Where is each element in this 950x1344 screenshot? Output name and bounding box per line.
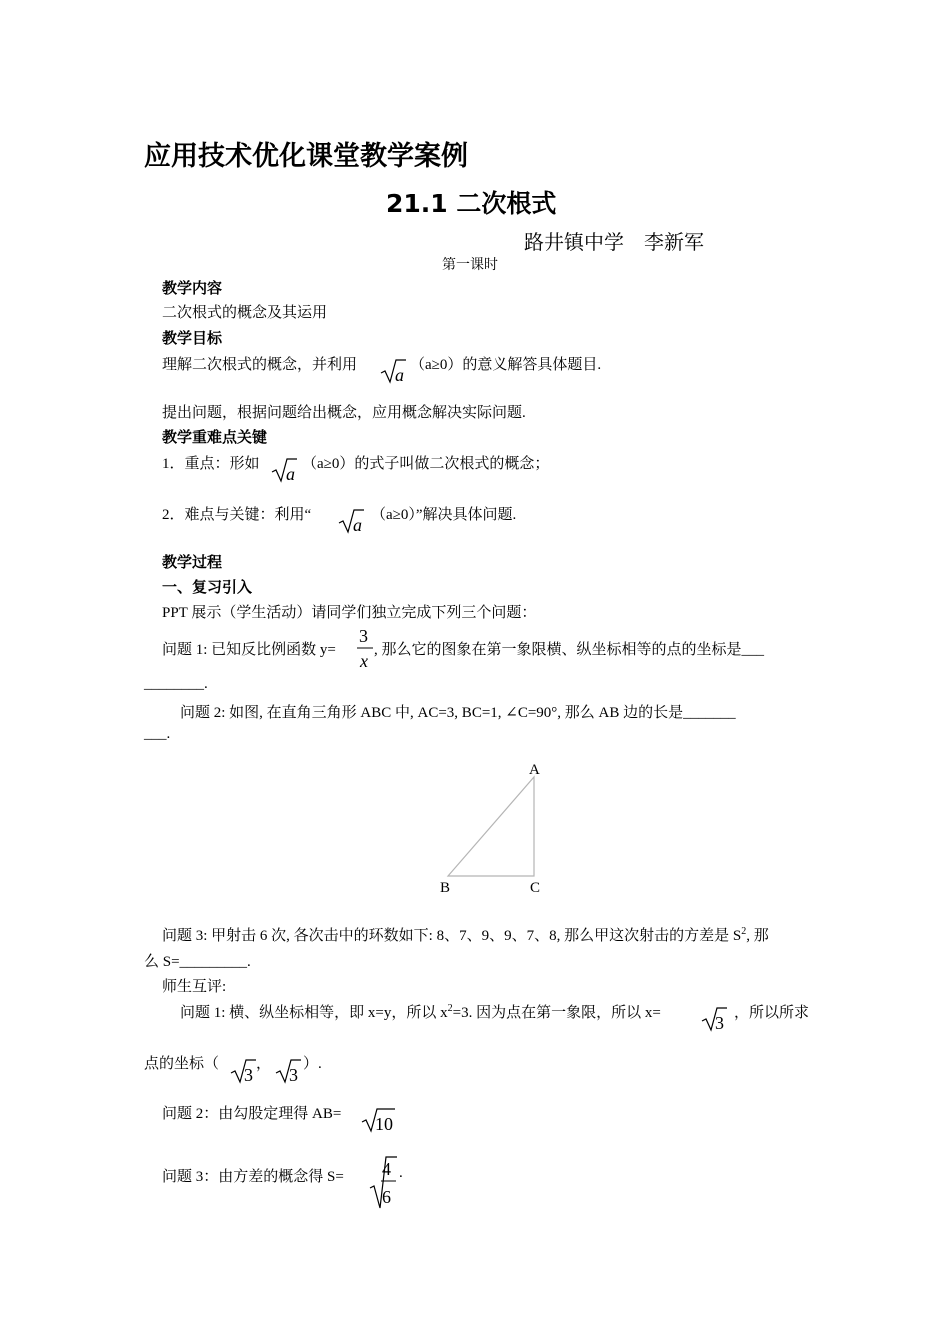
sqrt-radicand: 3 — [715, 1013, 724, 1033]
fraction-numerator: 4 — [382, 1159, 391, 1179]
sqrt-4-over-6-symbol — [368, 1154, 398, 1210]
sqrt-3-symbol — [700, 1005, 728, 1033]
sqrt-radicand: a — [286, 464, 295, 484]
objective-line1-post: （a≥0）的意义解答具体题目. — [410, 357, 602, 373]
answer1-text: 问题 1: 横、纵坐标相等，即 x=y，所以 $x^2=3$. 因为点在第一象限，所以 x= — [180, 1003, 661, 1021]
sqrt-radicand: a — [353, 515, 362, 535]
vertex-label-c: C — [530, 880, 541, 896]
question3-text: 问题 3: 甲射击 6 次, 各次击中的环数如下: 8、7、9、9、7、8, 那么甲这次射击的方差是 $S^2$, 那 — [162, 926, 769, 944]
lesson-period: 第一课时 — [442, 258, 498, 273]
right-triangle-figure — [430, 755, 560, 900]
objective-line2: 提出问题，根据问题给出概念，应用概念解决实际问题. — [162, 405, 526, 421]
answer3-text: 问题 3：由方差的概念得 S= — [162, 1169, 344, 1185]
keypoint2-post: （a≥0）”解决具体问题. — [371, 507, 517, 523]
question1-post: , 那么它的图象在第一象限横、纵坐标相等的点的坐标是___ — [374, 642, 765, 658]
sqrt-radicand: a — [395, 365, 404, 385]
sqrt-radicand: 3 — [244, 1065, 253, 1085]
answer1-coord-pre: 点的坐标（ — [144, 1056, 220, 1072]
answer1-comma: ， — [256, 1056, 272, 1072]
sqrt-3-symbol — [229, 1057, 257, 1085]
sqrt-3-symbol — [274, 1057, 302, 1085]
vertex-label-b: B — [440, 880, 451, 896]
keypoints-heading: 教学重难点关键 — [162, 428, 268, 446]
lesson-subtitle: 21.1 二次根式 — [386, 189, 557, 218]
keypoint1-post: （a≥0）的式子叫做二次根式的概念； — [302, 456, 550, 472]
ppt-instruction: PPT 展示（学生活动）请同学们独立完成下列三个问题： — [162, 605, 537, 621]
sqrt-10-symbol — [360, 1106, 396, 1134]
keypoint2-pre: 2．难点与关键：利用“ — [162, 507, 312, 523]
author-line: 路井镇中学 李新军 — [524, 230, 704, 254]
question2-text: 问题 2: 如图, 在直角三角形 ABC 中, AC=3, BC=1, ∠C=90°, 那么 AB 边的长是_______ — [180, 705, 736, 721]
question3-continuation: 么 S=_________. — [144, 954, 251, 970]
fraction-numerator: 3 — [359, 626, 368, 646]
fraction-denominator: x — [360, 651, 368, 671]
question2-continuation: ___. — [144, 726, 171, 742]
content-text: 二次根式的概念及其运用 — [162, 305, 328, 321]
objective-line1-pre: 理解二次根式的概念，并利用 — [162, 357, 358, 373]
keypoint1-pre: 1．重点：形如 — [162, 456, 260, 472]
content-heading: 教学内容 — [162, 279, 223, 297]
review-section-heading: 一、复习引入 — [162, 578, 253, 596]
page-title: 应用技术优化课堂教学案例 — [144, 141, 468, 172]
question1-pre: 问题 1: 已知反比例函数 y= — [162, 642, 336, 658]
answer1-post: ，所以所求 — [734, 1005, 810, 1021]
sqrt-a-symbol — [379, 357, 407, 385]
vertex-label-a: A — [529, 762, 540, 778]
question1-continuation: ________. — [144, 676, 208, 692]
triangle-shape — [448, 777, 534, 876]
sqrt-radicand: 10 — [375, 1114, 393, 1134]
sqrt-a-symbol — [270, 456, 298, 484]
answer1-close: ）. — [303, 1056, 322, 1072]
objectives-heading: 教学目标 — [162, 329, 223, 347]
sqrt-radicand: 3 — [289, 1065, 298, 1085]
answer3-post: . — [399, 1165, 403, 1181]
process-heading: 教学过程 — [162, 553, 223, 571]
fraction-denominator: 6 — [382, 1187, 391, 1207]
review-label: 师生互评: — [162, 979, 227, 995]
sqrt-a-symbol — [337, 507, 365, 535]
answer2-text: 问题 2：由勾股定理得 AB= — [162, 1106, 342, 1122]
